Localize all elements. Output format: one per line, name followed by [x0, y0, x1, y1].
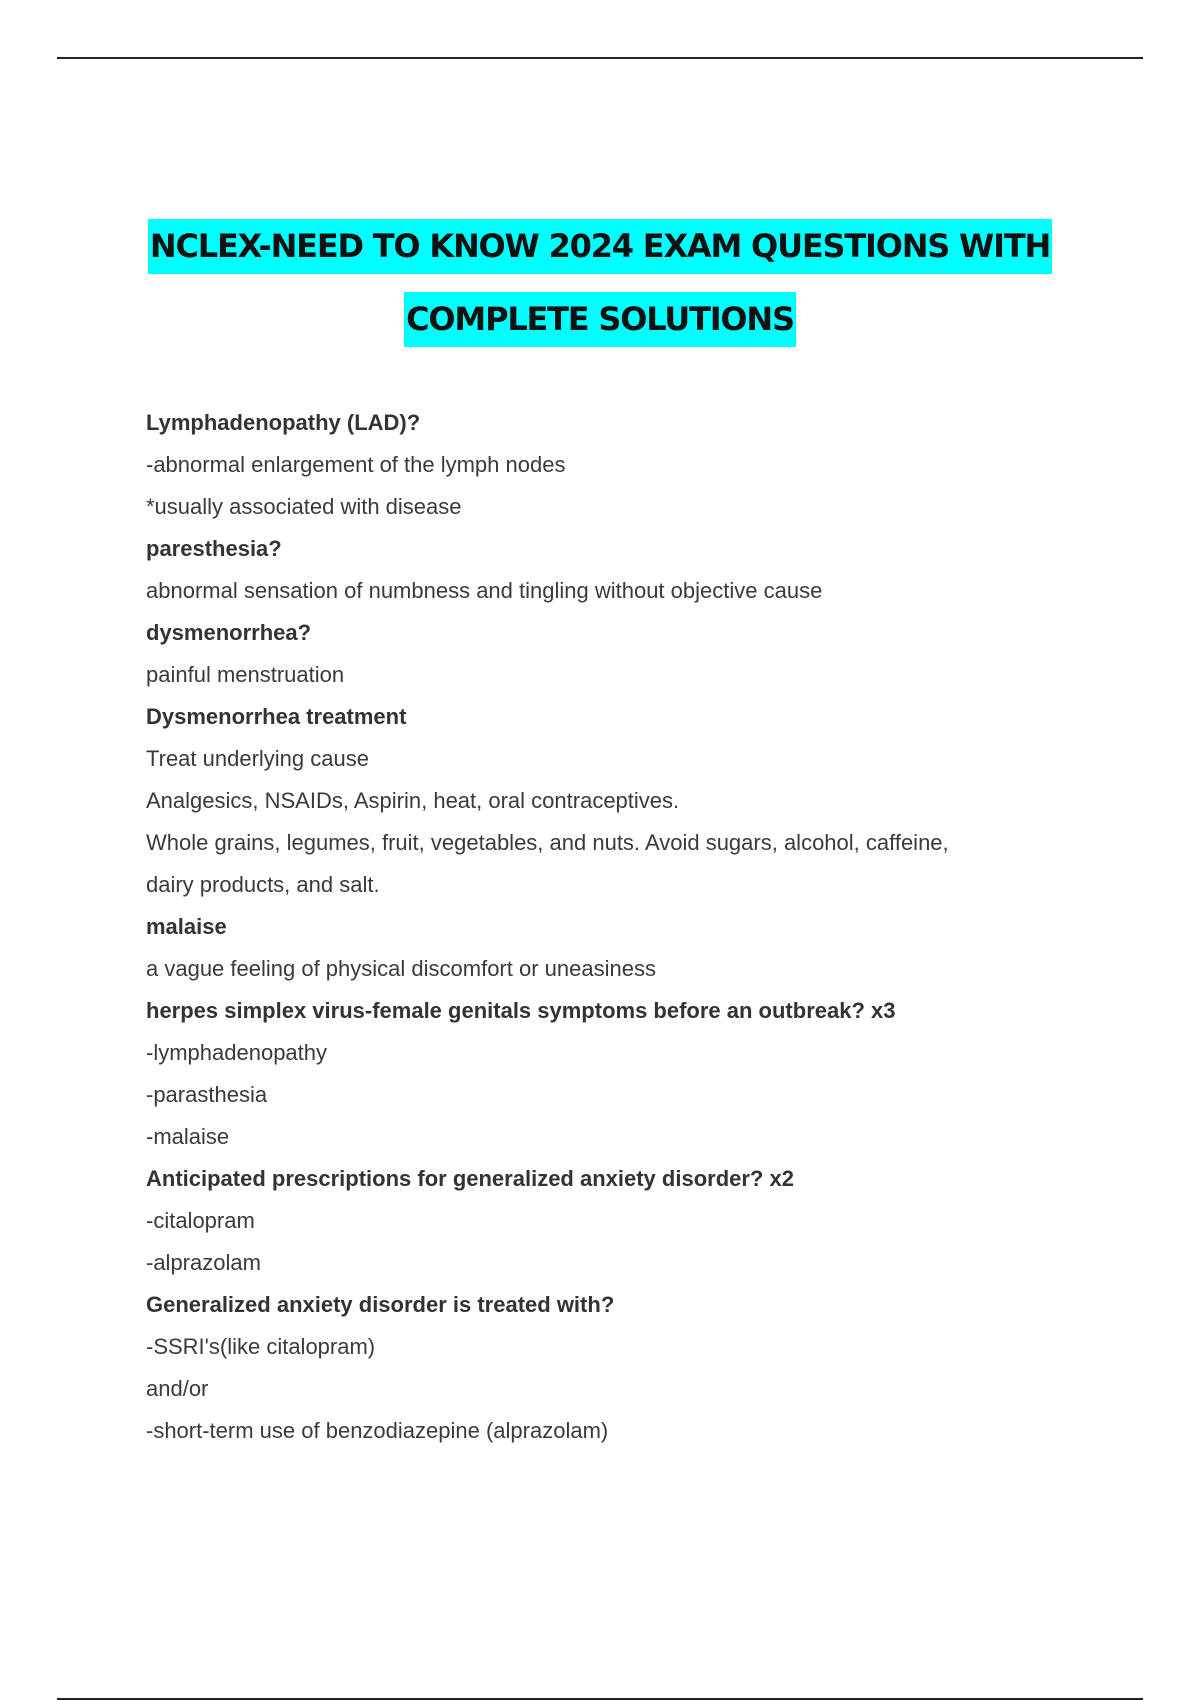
title-line-1-text: NCLEX-NEED TO KNOW 2024 EXAM QUESTIONS WITH — [148, 219, 1052, 274]
answer-line: -SSRI's(like citalopram) — [146, 1334, 376, 1359]
answer-line: and/or — [146, 1376, 209, 1401]
document-body — [146, 402, 1106, 1452]
title-line-2-text: COMPLETE SOLUTIONS — [404, 292, 796, 347]
top-rule — [57, 57, 1143, 59]
question-heading: paresthesia? — [146, 536, 282, 561]
answer-line: Analgesics, NSAIDs, Aspirin, heat, oral contraceptives. — [146, 788, 680, 813]
question-heading: herpes simplex virus-female genitals symptoms before an outbreak? x3 — [146, 998, 896, 1023]
question-heading: dysmenorrhea? — [146, 620, 312, 645]
title-line-2 — [0, 283, 1200, 356]
answer-line: -parasthesia — [146, 1082, 268, 1107]
answer-line: -malaise — [146, 1124, 230, 1149]
answer-line: -short-term use of benzodiazepine (alprazolam) — [146, 1418, 609, 1443]
answer-line: -lymphadenopathy — [146, 1040, 328, 1065]
question-heading: malaise — [146, 914, 227, 939]
answer-line: abnormal sensation of numbness and tingling without objective cause — [146, 578, 823, 603]
answer-line: painful menstruation — [146, 662, 345, 687]
answer-line: -alprazolam — [146, 1250, 261, 1275]
question-heading: Dysmenorrhea treatment — [146, 704, 407, 729]
question-heading: Generalized anxiety disorder is treated with? — [146, 1292, 615, 1317]
answer-line: dairy products, and salt. — [146, 872, 380, 897]
answer-line: a vague feeling of physical discomfort or uneasiness — [146, 956, 656, 981]
answer-line: Treat underlying cause — [146, 746, 369, 771]
answer-line: *usually associated with disease — [146, 494, 462, 519]
answer-line: Whole grains, legumes, fruit, vegetables, and nuts. Avoid sugars, alcohol, caffeine, — [146, 830, 949, 855]
title-line-1 — [0, 210, 1200, 283]
document-title — [0, 210, 1200, 356]
question-heading: Anticipated prescriptions for generalized anxiety disorder? x2 — [146, 1166, 794, 1191]
answer-line: -citalopram — [146, 1208, 255, 1233]
question-heading: Lymphadenopathy (LAD)? — [146, 410, 421, 435]
answer-line: -abnormal enlargement of the lymph nodes — [146, 452, 566, 477]
